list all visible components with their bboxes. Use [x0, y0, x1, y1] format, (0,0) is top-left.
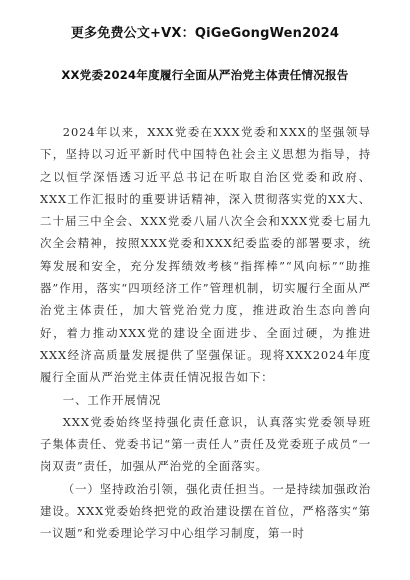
document-body — [40, 121, 371, 545]
section-heading: 一、工作开展情况 — [62, 392, 162, 407]
document-title: XX党委2024年度履行全面从严治党主体责任情况报告 — [61, 68, 349, 82]
body-paragraph: （一）坚持政治引领，强化责任担当。一是持续加强政治建设。XXX党委始终把党的政治建设摆在首位，严格落实“第一议题”和党委理论学习中心组学习制度，第一时 — [40, 481, 371, 541]
page-header-watermark: 更多免费公文+VX：QiGeGongWen2024 — [70, 26, 340, 41]
intro-paragraph: 2024年以来，XXX党委在XXX党委和XXX的坚强领导下，坚持以习近平新时代中国特色社会主义思想为指导，持之以恒学深悟透习近平总书记在听取自治区党委和政府、XXX工作汇报时的重要讲话精神，深入贯彻落实党的XX大、二十届三中全会、XXX党委八届八次全会和XXX党委七届九次全会精神，按照XXX党委和XXX纪委监委的部署要求，统筹发展和安全，充分发挥绩效考核“指挥棒”“风向标”“助推器”作用，落实“四项经济工作”管理机制，切实履行全面从严治党主体责任，加大管党治党力度，推进政治生态向善向好，着力推动XXX党的建设全面进步、全面过硬，为推进XXX经济高质量发展提供了坚强保证。现将XXX2024年度履行全面从严治党主体责任情况报告如下： — [40, 125, 371, 385]
body-paragraph: XXX党委始终坚持强化责任意识，认真落实党委领导班子集体责任、党委书记“第一责任人”责任及党委班子成员“一岗双责”责任，加强从严治党的全面落实。 — [40, 414, 371, 474]
